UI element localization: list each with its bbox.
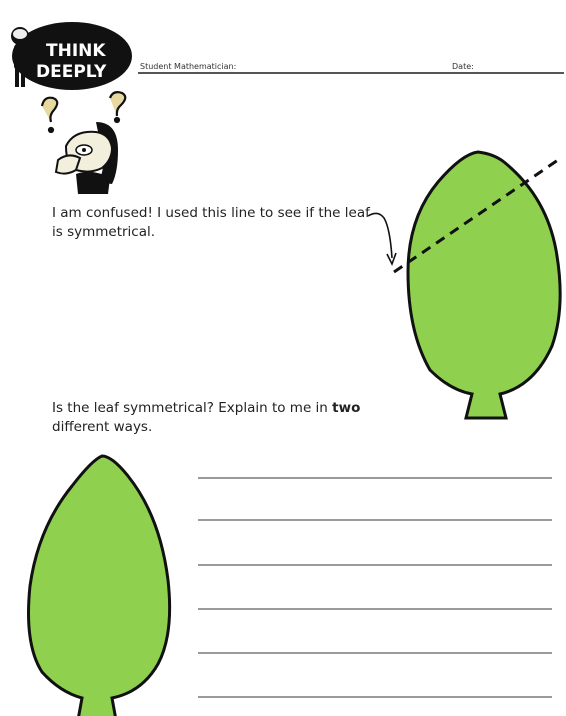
answer-line[interactable] bbox=[198, 477, 552, 479]
leaf-drawing bbox=[408, 152, 560, 418]
answer-line[interactable] bbox=[198, 519, 552, 521]
logo-word-think: THINK bbox=[46, 41, 106, 61]
leaf-drawing bbox=[29, 456, 170, 716]
emphasis-two: two bbox=[332, 400, 361, 416]
date-line[interactable] bbox=[428, 72, 564, 74]
question-prompt-text: Is the leaf symmetrical? Explain to me in two different ways. bbox=[52, 400, 361, 435]
date-label: Date: bbox=[452, 62, 474, 71]
answer-line[interactable] bbox=[198, 608, 552, 610]
leaf-with-dashed-line bbox=[380, 146, 566, 424]
question-mark-icon bbox=[42, 92, 125, 132]
confused-character bbox=[36, 90, 136, 196]
answer-line[interactable] bbox=[198, 652, 552, 654]
answer-line[interactable] bbox=[198, 564, 552, 566]
student-name-line[interactable] bbox=[138, 72, 428, 74]
student-mathematician-label: Student Mathematician: bbox=[140, 62, 237, 71]
answer-line[interactable] bbox=[198, 696, 552, 698]
logo-word-deeply: DEEPLY bbox=[36, 62, 107, 82]
confused-prompt-text: I am confused! I used this line to see if the leaf is symmetrical. bbox=[52, 205, 370, 240]
leaf-drawing-answer bbox=[24, 452, 202, 716]
think-deeply-logo bbox=[6, 14, 134, 98]
